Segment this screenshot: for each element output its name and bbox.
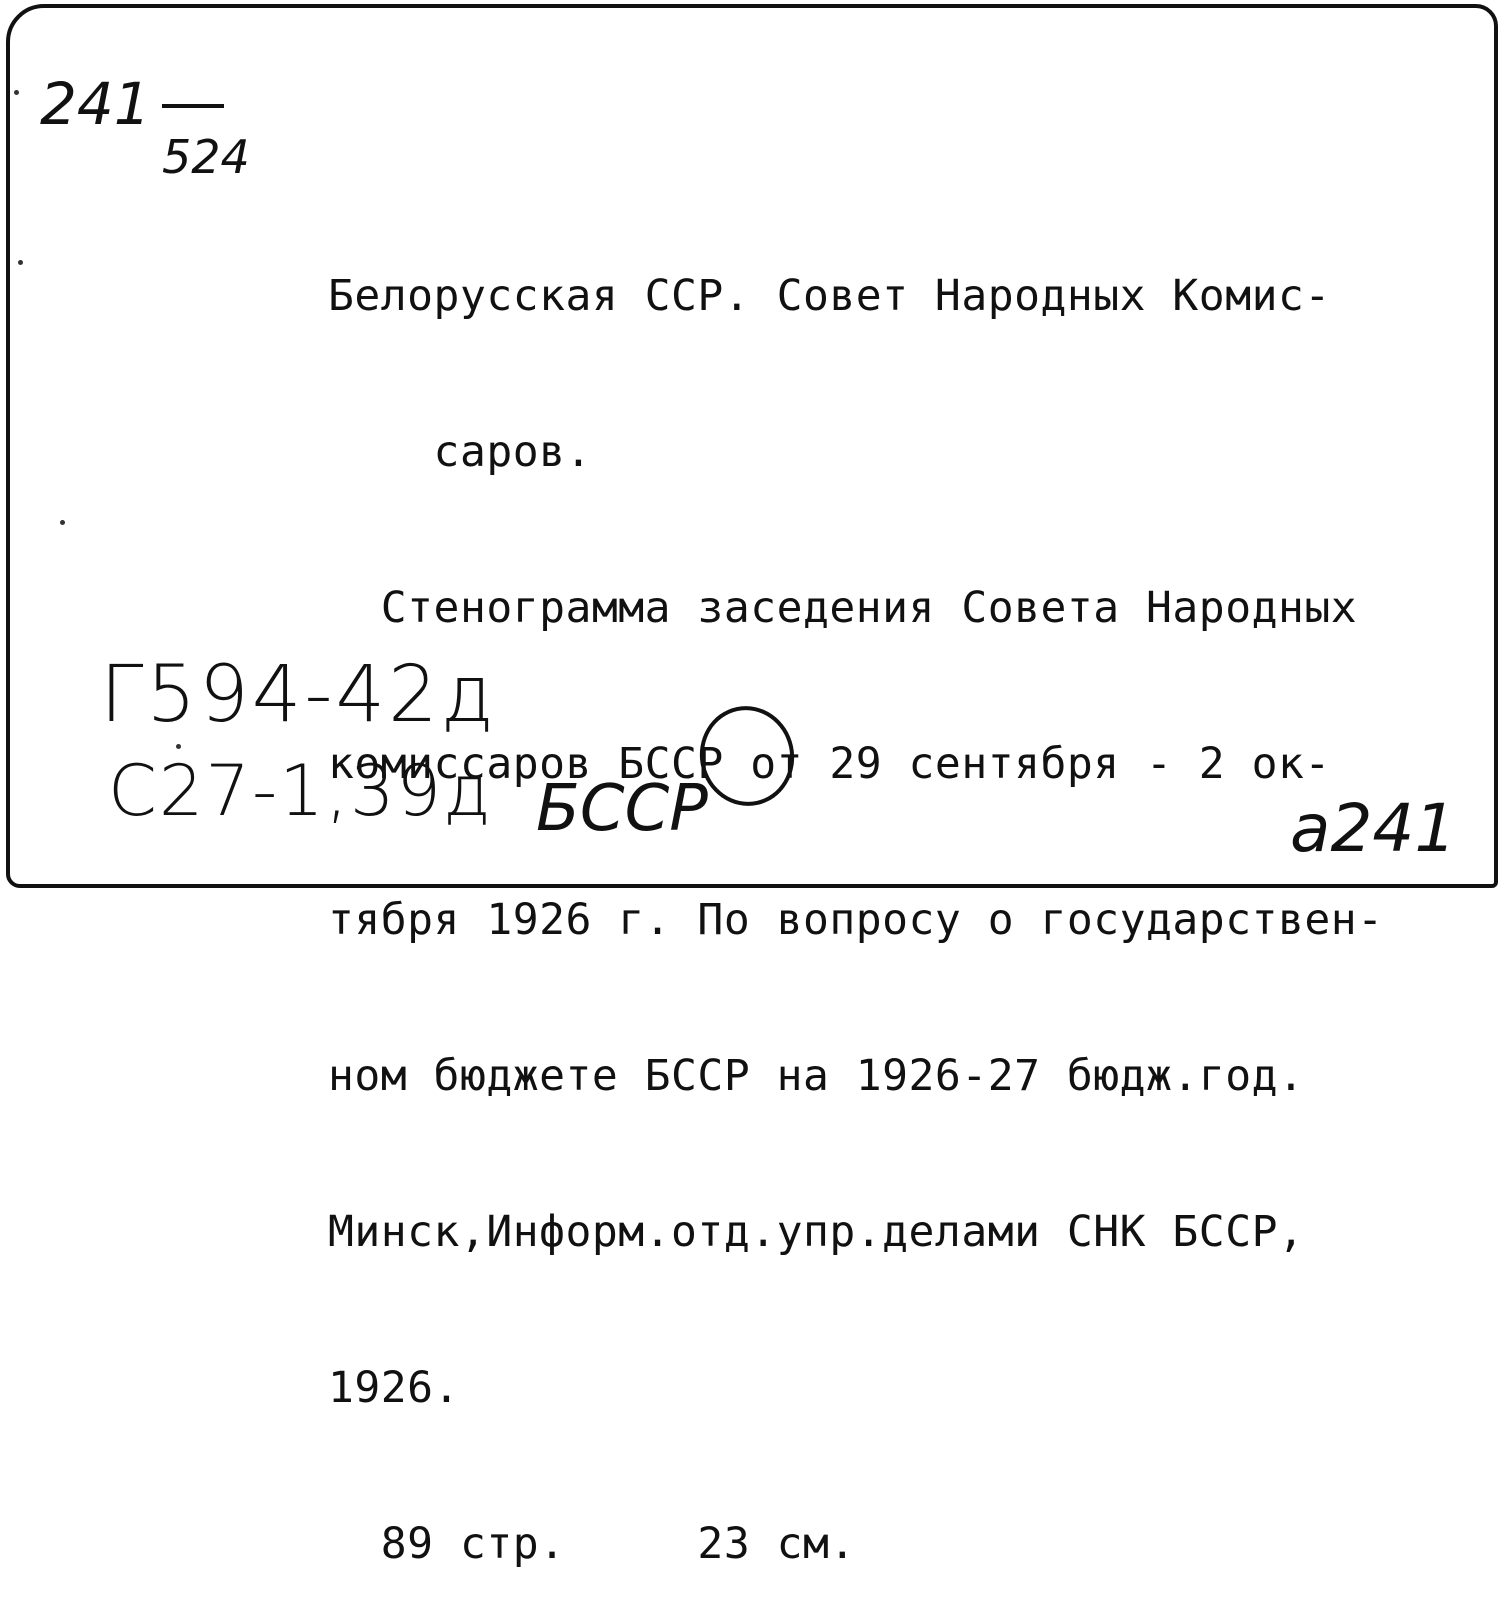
- bibliographic-description: [328, 166, 1384, 1622]
- call-number-fraction-bar: [162, 104, 224, 108]
- description-line: Стенограмма заседения Совета Народных: [328, 583, 1358, 633]
- speck-mark: [14, 90, 19, 95]
- shelf-mark-primary: Г594-42д: [100, 650, 497, 740]
- description-line: 89 стр. 23 см.: [328, 1519, 856, 1569]
- description-line: ном бюджете БССР на 1926-27 бюдж.год.: [328, 1051, 1305, 1101]
- shelf-mark-secondary: С27-1,39д: [108, 750, 493, 832]
- speck-mark: [176, 744, 181, 749]
- region-mark: БССР: [536, 772, 708, 846]
- description-line: комиссаров БССР от 29 сентября - 2 ок-: [328, 739, 1331, 789]
- description-line: Минск,Информ.отд.упр.делами СНК БССР,: [328, 1207, 1305, 1257]
- description-line: 1926.: [328, 1363, 460, 1413]
- call-number-numerator: 241: [40, 70, 151, 138]
- speck-mark: [18, 260, 23, 265]
- description-line: Белорусская ССР. Совет Народных Комис-: [328, 271, 1331, 321]
- description-line: тября 1926 г. По вопросу о государствен-: [328, 895, 1384, 945]
- call-number-denominator: 524: [162, 130, 250, 184]
- description-line: саров.: [328, 427, 592, 477]
- speck-mark: [60, 520, 65, 525]
- inventory-number: а241: [1290, 790, 1457, 867]
